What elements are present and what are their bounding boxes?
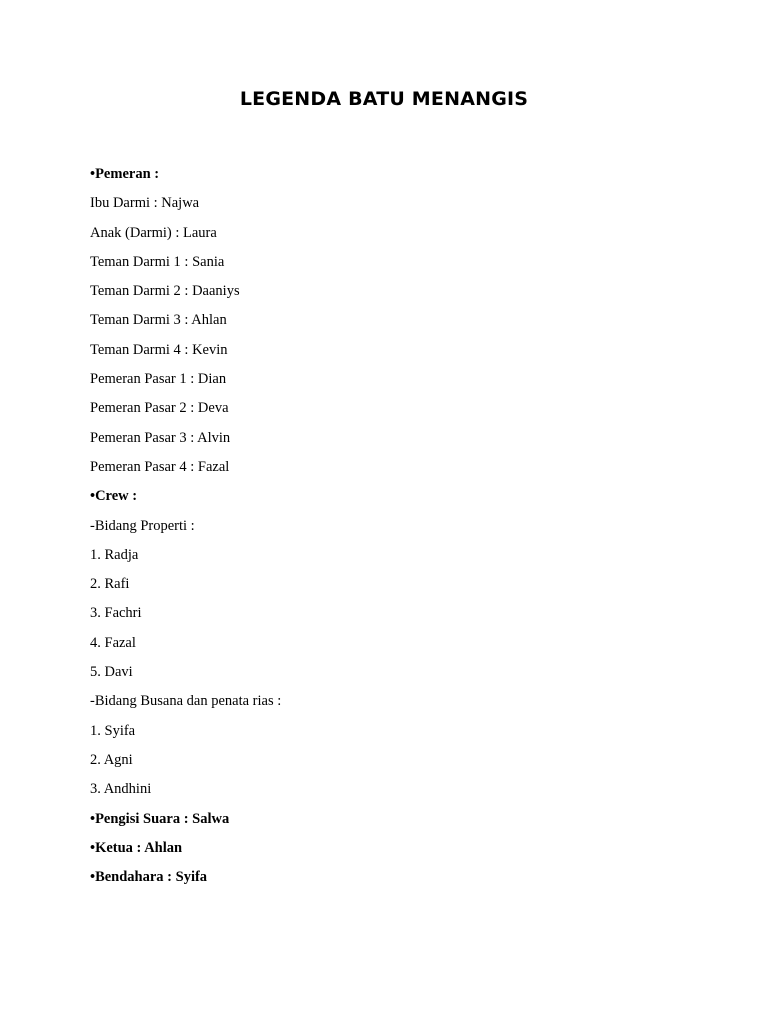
text-line: 3. Andhini	[90, 781, 152, 798]
document-title: LEGENDA BATU MENANGIS	[239, 88, 529, 110]
document-body	[90, 164, 690, 896]
section-heading: •Ketua : Ahlan	[90, 839, 183, 856]
section-heading: •Pengisi Suara : Salwa	[90, 810, 230, 827]
text-line: Ibu Darmi : Najwa	[90, 195, 200, 212]
text-line: -Bidang Busana dan penata rias :	[90, 693, 282, 710]
text-line: Pemeran Pasar 2 : Deva	[90, 400, 229, 417]
text-line: Teman Darmi 4 : Kevin	[90, 341, 228, 358]
section-heading: •Pemeran :	[90, 166, 160, 182]
text-line: Teman Darmi 2 : Daaniys	[90, 283, 240, 300]
section-heading: •Bendahara : Syifa	[90, 869, 208, 886]
text-line: Teman Darmi 1 : Sania	[90, 253, 225, 270]
text-line: 3. Fachri	[90, 605, 142, 622]
text-line: 1. Radja	[90, 546, 139, 563]
section-heading: •Crew :	[90, 488, 138, 505]
text-line: Teman Darmi 3 : Ahlan	[90, 312, 227, 329]
text-line: 1. Syifa	[90, 722, 136, 739]
text-line: 2. Agni	[90, 751, 133, 768]
text-line: Pemeran Pasar 1 : Dian	[90, 371, 227, 388]
text-line: -Bidang Properti :	[90, 517, 195, 534]
text-line: 2. Rafi	[90, 576, 130, 593]
text-line: Pemeran Pasar 4 : Fazal	[90, 458, 230, 475]
text-line: 4. Fazal	[90, 634, 136, 651]
text-line: Anak (Darmi) : Laura	[90, 224, 217, 241]
text-line: Pemeran Pasar 3 : Alvin	[90, 429, 231, 446]
text-line: 5. Davi	[90, 664, 133, 681]
